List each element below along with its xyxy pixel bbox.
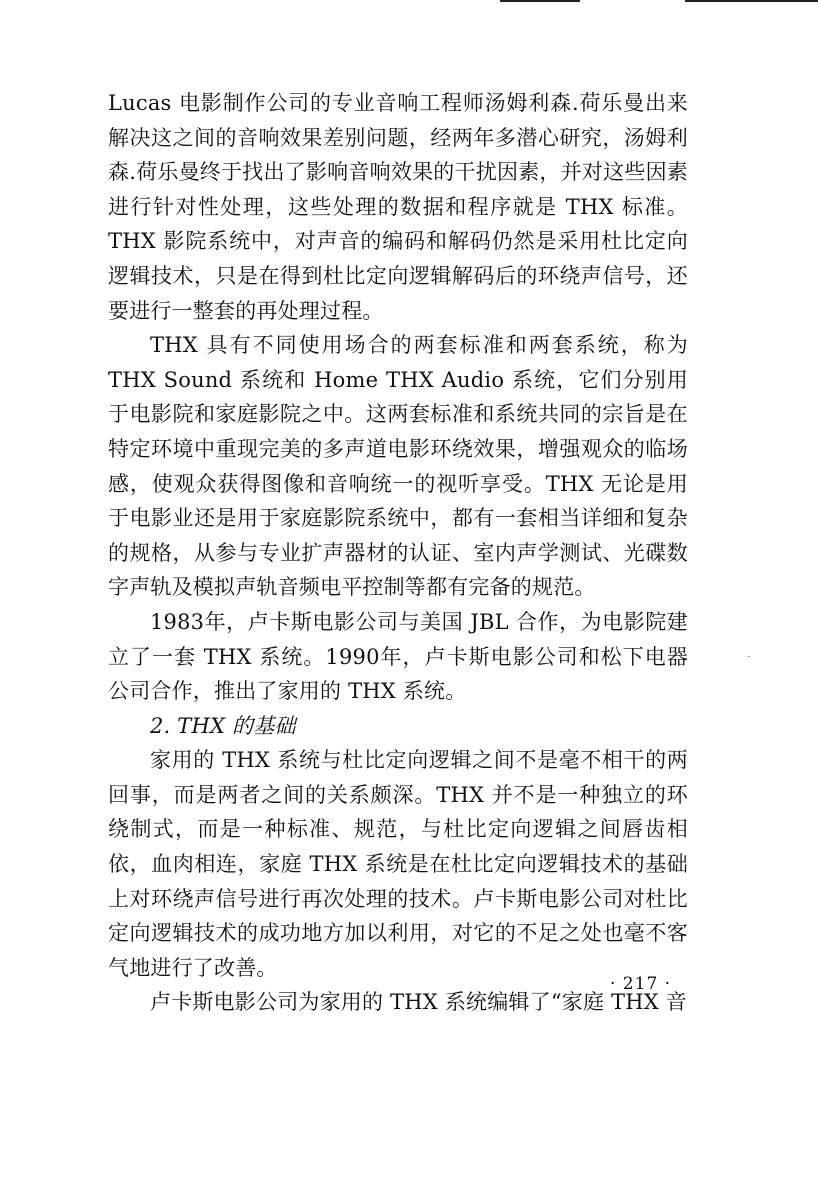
page-body — [108, 86, 688, 1020]
paragraph-history: 1983年，卢卡斯电影公司与美国 JBL 合作，为电影院建立了一套 THX 系统。1990年，卢卡斯电影公司和松下电器公司合作，推出了家用的 THX 系统。 — [108, 609, 688, 704]
paragraph-thx-basis: 家用的 THX 系统与杜比定向逻辑之间不是毫不相干的两回事，而是两者之间的关系颇深。THX 并不是一种独立的环绕制式，而是一种标准、规范，与杜比定向逻辑之间唇齿相依，血肉相连，家庭 THX 系统是在杜比定向逻辑技术的基础上对环绕声信号进行再次处理的技术。卢卡斯电影公司对杜比定向逻辑技术的成功地方加以利用，对它的不足之处也毫不客气地进行了改善。 — [108, 748, 688, 980]
page-number: · 217 · — [610, 974, 672, 994]
top-rule-right — [685, 0, 818, 2]
paragraph-home-thx: 卢卡斯电影公司为家用的 THX 系统编辑了“家庭 THX 音 — [150, 990, 687, 1015]
paragraph-continuation: Lucas 电影制作公司的专业音响工程师汤姆利森.荷乐曼出来解决这之间的音响效果差别问题，经两年多潜心研究，汤姆利森.荷乐曼终于找出了影响音响效果的干扰因素，并对这些因素进行针对性处理，这些处理的数据和程序就是 THX 标准。THX 影院系统中，对声音的编码和解码仍然是采用杜比定向逻辑技术，只是在得到杜比定向逻辑解码后的环绕声信号，还要进行一整套的再处理过程。 — [108, 91, 688, 323]
scan-speck — [748, 656, 750, 657]
paragraph-thx-systems: THX 具有不同使用场合的两套标准和两套系统，称为 THX Sound 系统和 Home THX Audio 系统，它们分别用于电影院和家庭影院之中。这两套标准和系统共同的宗旨是在特定环境中重现完美的多声道电影环绕效果，增强观众的临场感，使观众获得图像和音响统一的视听享受。THX 无论是用于电影业还是用于家庭影院系统中，都有一套相当详细和复杂的规格，从参与专业扩声器材的认证、室内声学测试、光碟数字声轨及模拟声轨音频电平控制等都有完备的规范。 — [108, 333, 688, 600]
top-rule-left — [500, 0, 580, 2]
section-heading: 2. THX 的基础 — [150, 713, 296, 738]
